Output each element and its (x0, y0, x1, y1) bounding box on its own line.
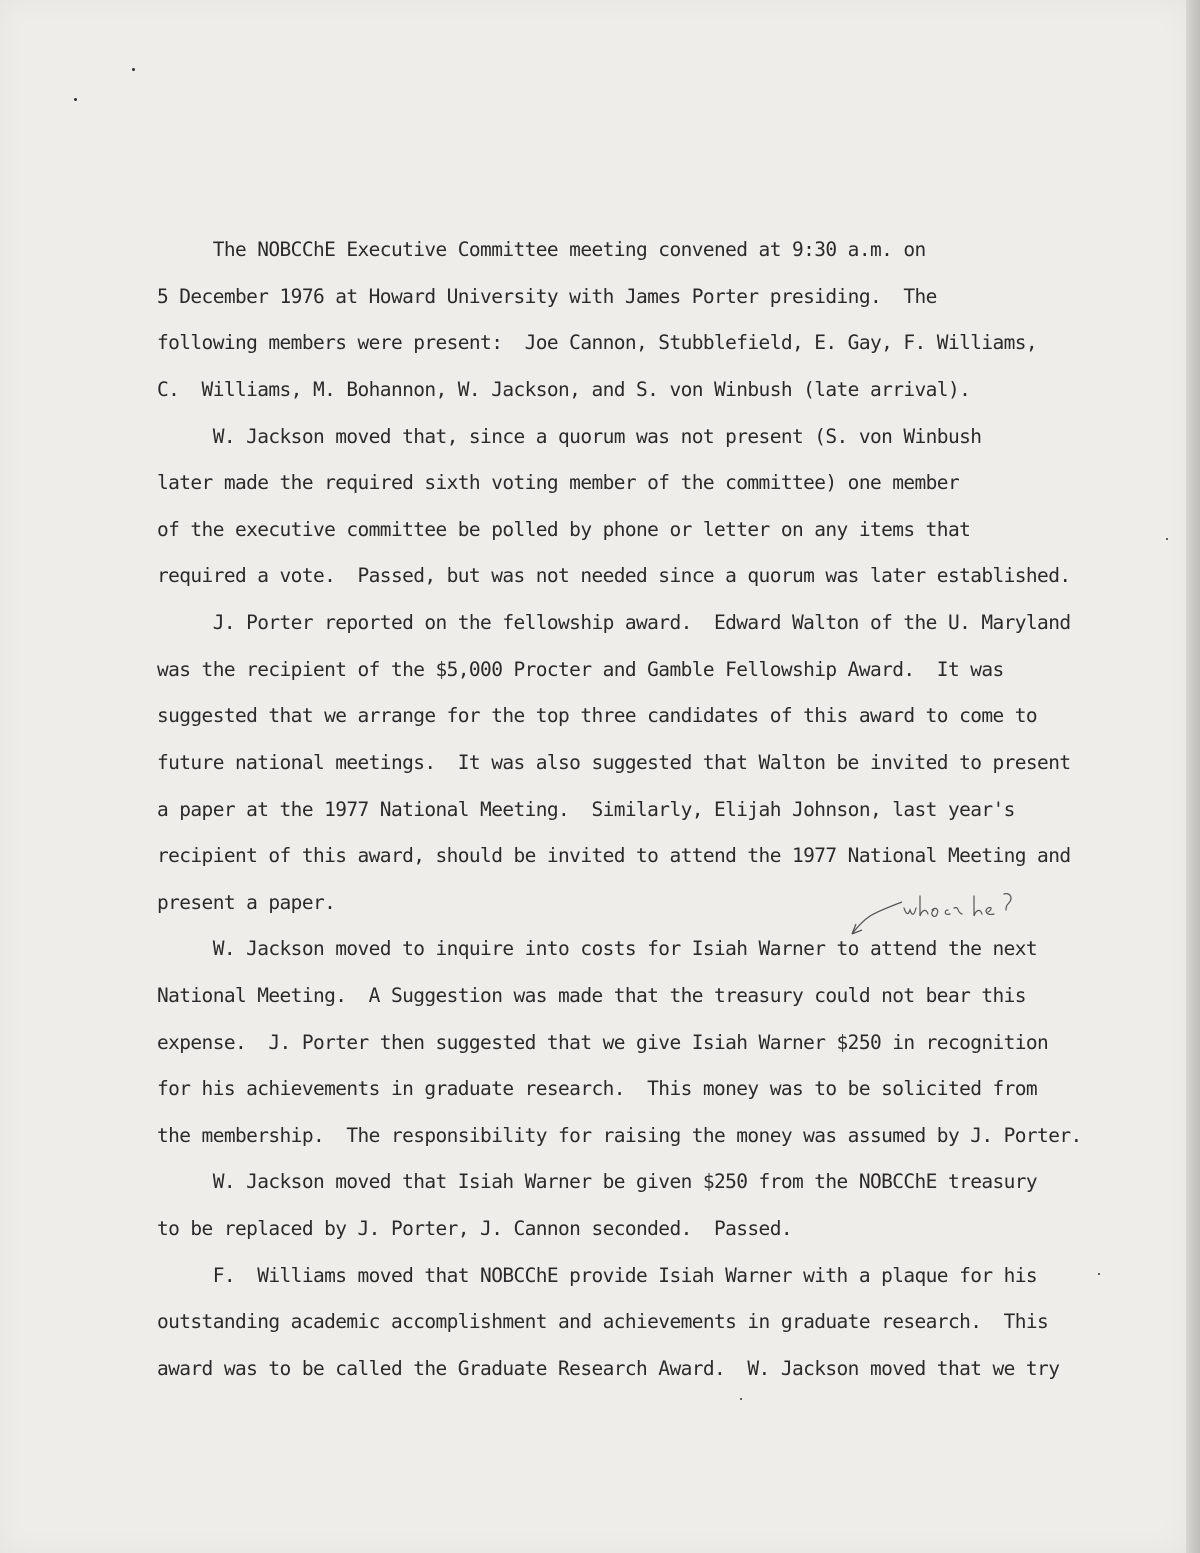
text-line: to be replaced by J. Porter, J. Cannon seconded. Passed. (157, 1217, 792, 1240)
paper-speck (1098, 1273, 1100, 1275)
text-line: was the recipient of the $5,000 Procter and Gamble Fellowship Award. It was (157, 658, 1004, 681)
text-line: recipient of this award, should be invited to attend the 1977 National Meeting and (157, 844, 1071, 867)
text-line: W. Jackson moved that Isiah Warner be given $250 from the NOBCChE treasury (157, 1170, 1038, 1193)
text-line: for his achievements in graduate research. This money was to be solicited from (157, 1077, 1038, 1100)
page-edge-shadow (1186, 0, 1200, 1553)
handwritten-annotation (840, 880, 1050, 950)
text-line: the membership. The responsibility for raising the money was assumed by J. Porter. (157, 1124, 1082, 1147)
text-line: National Meeting. A Suggestion was made that the treasury could not bear this (157, 984, 1026, 1007)
text-line: present a paper. (157, 891, 336, 914)
text-line: J. Porter reported on the fellowship award. Edward Walton of the U. Maryland (157, 611, 1071, 634)
text-line: later made the required sixth voting member of the committee) one member (157, 471, 960, 494)
text-line: C. Williams, M. Bohannon, W. Jackson, and S. von Winbush (late arrival). (157, 378, 971, 401)
paper-speck (740, 1398, 742, 1400)
text-line: following members were present: Joe Cannon, Stubblefield, E. Gay, F. Williams, (157, 331, 1038, 354)
text-line: W. Jackson moved to inquire into costs for Isiah Warner to attend the next (157, 937, 1038, 960)
text-line: expense. J. Porter then suggested that we give Isiah Warner $250 in recognition (157, 1031, 1049, 1054)
text-line: required a vote. Passed, but was not needed since a quorum was later established. (157, 564, 1071, 587)
text-line: award was to be called the Graduate Research Award. W. Jackson moved that we try (157, 1357, 1060, 1380)
text-line: suggested that we arrange for the top three candidates of this award to come to (157, 704, 1038, 727)
text-line: The NOBCChE Executive Committee meeting convened at 9:30 a.m. on (157, 238, 926, 261)
paper-speck (74, 98, 77, 101)
text-line: W. Jackson moved that, since a quorum was not present (S. von Winbush (157, 425, 982, 448)
text-line: 5 December 1976 at Howard University with James Porter presiding. The (157, 285, 937, 308)
paper-speck (132, 68, 135, 71)
paper-speck (1166, 538, 1168, 540)
text-line: future national meetings. It was also suggested that Walton be invited to present (157, 751, 1071, 774)
text-line: a paper at the 1977 National Meeting. Similarly, Elijah Johnson, last year's (157, 798, 1015, 821)
text-line: outstanding academic accomplishment and achievements in graduate research. This (157, 1310, 1049, 1333)
text-line: F. Williams moved that NOBCChE provide Isiah Warner with a plaque for his (157, 1264, 1038, 1287)
text-line: of the executive committee be polled by phone or letter on any items that (157, 518, 971, 541)
